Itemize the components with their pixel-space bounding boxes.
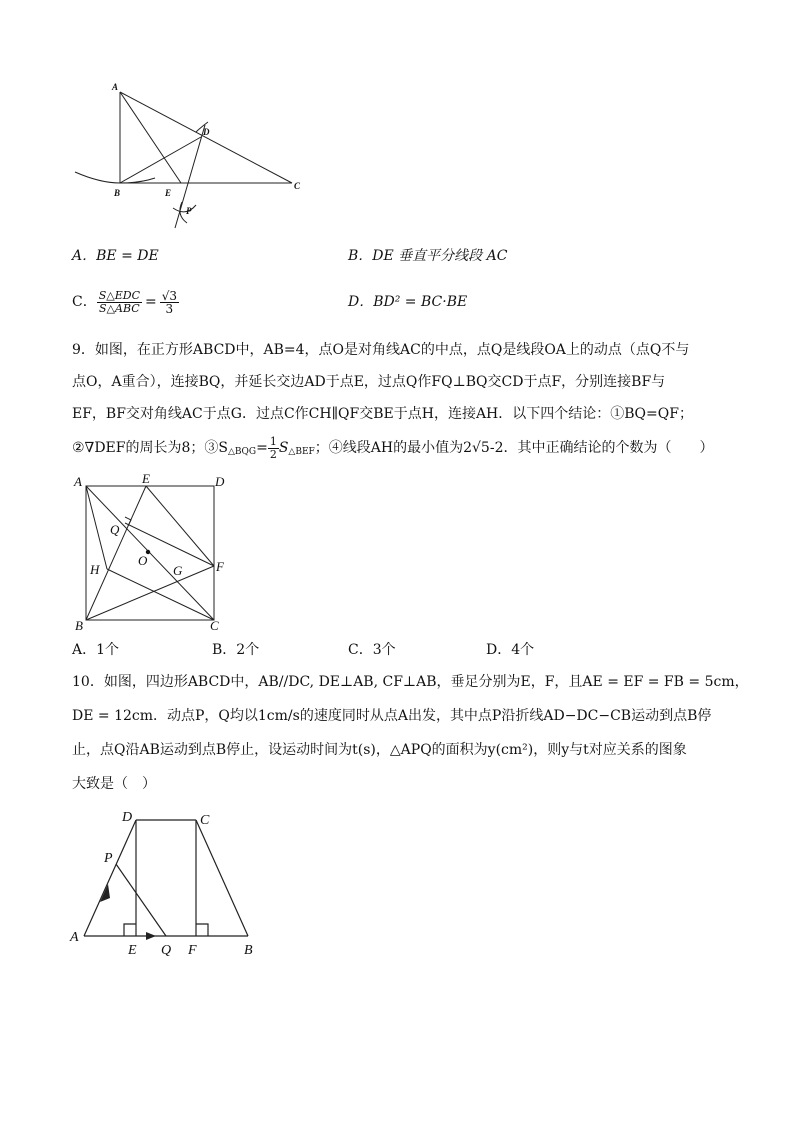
q10-line-1: 10．如图，四边形ABCD中，AB//DC, DE⊥AB, CF⊥AB，垂足分别为E，F，且AE = EF = FB = 5cm， [72,674,749,690]
label-D: D [215,474,225,489]
q9-option-d: D．4个 [486,642,535,658]
q10-line-3: 止，点Q沿AB运动到点B停止，设运动时间为t(s)，△APQ的面积为y(cm²)，则y与t对应关系的图象 [72,742,687,758]
q9-line-4-f: ；④线段AH的最小值为2√5-2．其中正确结论的个数为（ ） [314,440,714,456]
q8-option-c-fraction [97,290,142,315]
label-D: D [122,810,133,825]
q9-option-c: C．3个 [348,642,396,658]
segment-BD [120,137,201,183]
segment-CH [107,569,214,620]
q9-line-4-a: ②∇DEF的周长为8；③S [72,440,228,456]
figure-q10 [66,804,266,964]
q9-line-4-d: S [278,440,289,456]
q10-line-4: 大致是（ ） [72,776,156,792]
segment-CB [196,820,248,936]
q9-line-4-b: △BQG [227,447,257,457]
label-D: D [203,127,210,137]
label-A: A [112,82,119,92]
figure-q9 [70,470,240,635]
label-C: C [200,813,210,828]
arrow-p-icon [100,884,110,902]
label-E: E [128,943,137,958]
figure-q8 [70,80,310,235]
q10-line-2: DE = 12cm．动点P，Q均以1cm/s的速度同时从点A出发，其中点P沿折线AD−DC−CB运动到点B停 [72,708,712,724]
q8-c-denominator: S△ABC [99,301,140,315]
label-C: C [210,618,219,633]
q9-line-2: 点O，A重合），连接BQ，并延长交边AD于点E，过点Q作FQ⊥BQ交CD于点F，分别连接BF与 [72,374,666,390]
q8-option-d: D．BD² = BC·BE [348,294,468,310]
label-E: E [142,471,150,486]
segment-BF [86,566,214,620]
diagonal-AC [86,486,214,620]
q8-option-c-prefix: C． [72,294,97,310]
arrow-q-icon [146,932,156,940]
segment-AE [120,92,181,183]
q9-line-3: EF，BF交对角线AC于点G．过点C作CH∥QF交BE于点H，连接AH．以下四个结论：①BQ=QF； [72,406,693,422]
label-Q: Q [110,522,120,537]
right-angle-mark-e [124,924,136,936]
segment-AC [120,92,292,183]
q9-frac-num: 1 [269,434,277,448]
q9-option-a: A．1个 [72,642,120,658]
q8-option-c-equals: = [144,294,157,310]
arc-p1 [173,205,196,212]
label-E: E [165,188,172,198]
q9-option-b: B．2个 [212,642,260,658]
q8-option-b: B．DE 垂直平分线段 AC [348,248,508,264]
label-C: C [294,181,301,191]
q8-c-rhs-numerator: √3 [161,288,177,303]
q8-option-a: A．BE = DE [72,248,159,264]
segment-BE [86,486,146,620]
segment-AD [84,820,136,936]
q8-option-c-rhs [160,290,179,315]
label-G: G [173,563,183,578]
label-A: A [70,930,79,945]
segment-EF [146,486,214,566]
arc-b [75,172,155,183]
q8-c-numerator: S△EDC [98,288,140,302]
label-P: P [186,206,192,216]
q8-option-c [72,284,179,320]
label-F: F [216,559,224,574]
q9-line-4-e: △BEF [288,447,315,457]
right-angle-mark-f [196,924,208,936]
label-B: B [75,618,83,633]
label-F: F [188,943,197,958]
label-A: A [74,474,82,489]
q9-line-4-c: = [256,440,268,456]
q9-line-4 [72,432,713,464]
q9-line-1: 9．如图，在正方形ABCD中，AB=4，点O是对角线AC的中点，点Q是线段OA上的动点（点Q不与 [72,342,690,358]
label-O: O [138,553,148,568]
label-P: P [104,851,113,866]
segment-AH [86,486,107,569]
label-Q: Q [161,943,172,958]
q8-c-rhs-denominator: 3 [165,301,174,316]
label-H: H [90,562,100,577]
label-B: B [114,188,121,198]
q9-fraction [268,436,279,461]
q9-frac-den: 2 [269,447,277,461]
label-B: B [244,943,253,958]
